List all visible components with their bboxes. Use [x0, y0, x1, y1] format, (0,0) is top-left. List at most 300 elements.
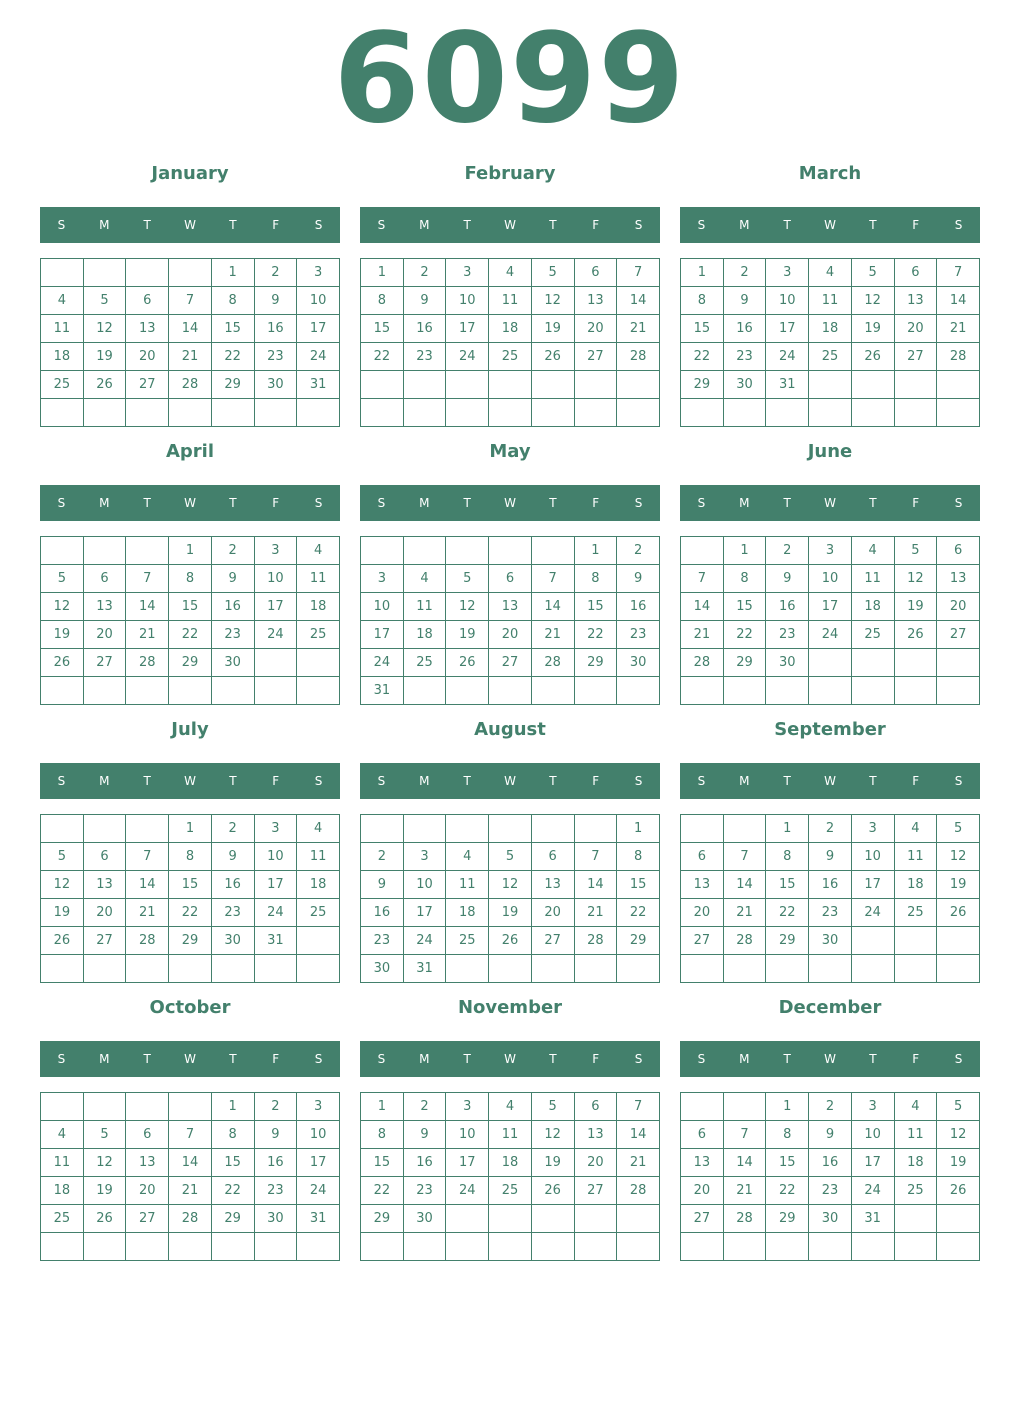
week-row: [41, 1093, 340, 1121]
day-cell: 8: [169, 565, 212, 593]
day-cell: 30: [254, 371, 297, 399]
weekday-label: F: [592, 218, 600, 232]
day-cell: 22: [723, 621, 766, 649]
day-cell: [41, 677, 84, 705]
day-cell: 20: [83, 899, 126, 927]
week-row: [681, 1149, 980, 1177]
day-cell: 3: [851, 815, 894, 843]
day-cell: 14: [574, 871, 617, 899]
day-cell: 12: [531, 1121, 574, 1149]
day-cell: 14: [723, 1149, 766, 1177]
day-cell: 5: [851, 259, 894, 287]
day-cell: 2: [809, 1093, 852, 1121]
day-cell: 23: [617, 621, 660, 649]
day-cell: 15: [169, 593, 212, 621]
day-cell: [297, 955, 340, 983]
day-cell: 24: [254, 899, 297, 927]
day-cell: 21: [126, 899, 169, 927]
day-cell: 26: [531, 1177, 574, 1205]
day-cell: [937, 927, 980, 955]
day-cell: 11: [809, 287, 852, 315]
day-cell: 14: [126, 871, 169, 899]
day-cell: 9: [254, 1121, 297, 1149]
day-cell: 31: [851, 1205, 894, 1233]
day-cell: [211, 955, 254, 983]
day-cell: 27: [894, 343, 937, 371]
day-cell: 28: [169, 371, 212, 399]
day-cell: 8: [361, 1121, 404, 1149]
day-cell: 18: [894, 871, 937, 899]
day-cell: 25: [297, 899, 340, 927]
day-cell: 27: [681, 1205, 724, 1233]
week-row: [681, 565, 980, 593]
week-row: [41, 259, 340, 287]
day-cell: 6: [126, 1121, 169, 1149]
day-grid: [360, 536, 660, 705]
day-cell: [83, 537, 126, 565]
week-row: [361, 677, 660, 705]
day-cell: 25: [489, 343, 532, 371]
day-cell: 17: [254, 871, 297, 899]
day-cell: [894, 1205, 937, 1233]
day-cell: 24: [254, 621, 297, 649]
weekday-label: S: [954, 218, 963, 232]
day-cell: 8: [211, 287, 254, 315]
weekday-header: [360, 763, 660, 799]
week-row: [681, 1121, 980, 1149]
day-cell: 6: [489, 565, 532, 593]
day-cell: 29: [169, 649, 212, 677]
weekday-label: W: [504, 496, 516, 510]
day-cell: 20: [126, 1177, 169, 1205]
day-cell: 26: [41, 927, 84, 955]
weekday-label: M: [419, 1052, 430, 1066]
week-row: [681, 1177, 980, 1205]
day-cell: 11: [489, 1121, 532, 1149]
day-cell: [83, 1093, 126, 1121]
week-row: [41, 343, 340, 371]
day-cell: 3: [446, 1093, 489, 1121]
day-cell: [766, 399, 809, 427]
day-cell: [937, 677, 980, 705]
day-cell: 27: [531, 927, 574, 955]
week-row: [41, 399, 340, 427]
day-cell: 1: [766, 815, 809, 843]
day-cell: 18: [894, 1149, 937, 1177]
day-cell: 28: [574, 927, 617, 955]
day-cell: [254, 649, 297, 677]
day-cell: 5: [894, 537, 937, 565]
weekday-label: T: [869, 496, 877, 510]
day-cell: [894, 399, 937, 427]
weekday-label: S: [57, 218, 66, 232]
day-cell: 24: [446, 343, 489, 371]
day-cell: 6: [894, 259, 937, 287]
day-cell: 19: [937, 1149, 980, 1177]
day-cell: 1: [681, 259, 724, 287]
week-row: [41, 899, 340, 927]
week-row: [681, 649, 980, 677]
day-cell: 10: [297, 287, 340, 315]
day-grid: [680, 814, 980, 983]
month-name: October: [149, 997, 231, 1018]
week-row: [361, 955, 660, 983]
weekday-label: S: [634, 218, 643, 232]
weekday-label: T: [463, 774, 471, 788]
day-cell: 2: [254, 259, 297, 287]
weekday-label: M: [99, 218, 110, 232]
day-cell: 11: [297, 843, 340, 871]
day-cell: 21: [617, 315, 660, 343]
day-cell: 13: [894, 287, 937, 315]
day-grid: [40, 814, 340, 983]
day-cell: 5: [937, 1093, 980, 1121]
day-cell: 28: [617, 1177, 660, 1205]
day-cell: [446, 537, 489, 565]
day-cell: 30: [211, 927, 254, 955]
weekday-label: M: [739, 218, 750, 232]
day-cell: 18: [489, 1149, 532, 1177]
weekday-label: S: [57, 496, 66, 510]
day-cell: 13: [681, 1149, 724, 1177]
day-cell: 14: [723, 871, 766, 899]
day-cell: 30: [254, 1205, 297, 1233]
day-cell: 2: [617, 537, 660, 565]
day-cell: 19: [489, 899, 532, 927]
day-cell: [809, 371, 852, 399]
day-cell: [361, 815, 404, 843]
week-row: [361, 1149, 660, 1177]
day-cell: 27: [126, 1205, 169, 1233]
day-cell: 3: [766, 259, 809, 287]
weekday-label: W: [504, 218, 516, 232]
day-cell: 26: [894, 621, 937, 649]
day-cell: 6: [681, 1121, 724, 1149]
day-cell: [41, 399, 84, 427]
day-cell: 6: [574, 259, 617, 287]
day-cell: 20: [83, 621, 126, 649]
day-cell: [83, 815, 126, 843]
day-cell: 10: [809, 565, 852, 593]
day-cell: 17: [403, 899, 446, 927]
day-cell: 26: [83, 371, 126, 399]
day-cell: 5: [41, 843, 84, 871]
week-row: [41, 927, 340, 955]
day-cell: 7: [723, 843, 766, 871]
day-cell: [169, 1233, 212, 1261]
day-cell: 28: [681, 649, 724, 677]
day-cell: [681, 1093, 724, 1121]
weekday-label: S: [314, 496, 323, 510]
week-row: [361, 399, 660, 427]
day-cell: 12: [894, 565, 937, 593]
day-cell: 3: [361, 565, 404, 593]
day-cell: 29: [681, 371, 724, 399]
week-row: [361, 343, 660, 371]
day-cell: 17: [297, 315, 340, 343]
weekday-label: M: [99, 774, 110, 788]
day-cell: [126, 537, 169, 565]
day-cell: 11: [297, 565, 340, 593]
day-cell: [126, 815, 169, 843]
day-cell: 4: [489, 259, 532, 287]
day-cell: 24: [403, 927, 446, 955]
week-row: [41, 315, 340, 343]
week-row: [361, 843, 660, 871]
day-cell: 24: [361, 649, 404, 677]
day-cell: [361, 371, 404, 399]
day-cell: 27: [681, 927, 724, 955]
day-cell: [297, 1233, 340, 1261]
weekday-label: M: [739, 774, 750, 788]
day-cell: 30: [617, 649, 660, 677]
day-cell: [41, 955, 84, 983]
day-cell: [254, 677, 297, 705]
week-row: [361, 871, 660, 899]
day-cell: 25: [489, 1177, 532, 1205]
day-cell: [766, 677, 809, 705]
week-row: [681, 537, 980, 565]
day-cell: [723, 677, 766, 705]
day-cell: [403, 399, 446, 427]
day-grid: [680, 1092, 980, 1261]
day-cell: 13: [489, 593, 532, 621]
day-cell: [41, 259, 84, 287]
day-cell: 14: [937, 287, 980, 315]
day-cell: [169, 1093, 212, 1121]
day-cell: 29: [723, 649, 766, 677]
day-cell: 28: [723, 927, 766, 955]
day-cell: 7: [169, 287, 212, 315]
month-name: September: [774, 719, 886, 740]
weekday-label: T: [143, 774, 151, 788]
weekday-label: F: [272, 1052, 280, 1066]
day-cell: 9: [766, 565, 809, 593]
day-cell: 7: [723, 1121, 766, 1149]
day-cell: 23: [766, 621, 809, 649]
week-row: [681, 1233, 980, 1261]
day-cell: 4: [851, 537, 894, 565]
day-cell: [809, 649, 852, 677]
day-cell: [254, 1233, 297, 1261]
week-row: [681, 677, 980, 705]
day-cell: 28: [126, 649, 169, 677]
day-cell: 7: [531, 565, 574, 593]
weekday-label: S: [314, 1052, 323, 1066]
weekday-label: T: [869, 1052, 877, 1066]
day-grid: [360, 1092, 660, 1261]
day-cell: 18: [809, 315, 852, 343]
weekday-label: T: [549, 218, 557, 232]
day-cell: 15: [361, 315, 404, 343]
day-cell: 16: [403, 1149, 446, 1177]
day-cell: 7: [937, 259, 980, 287]
weekday-label: S: [634, 496, 643, 510]
day-cell: [574, 1233, 617, 1261]
week-row: [681, 315, 980, 343]
day-cell: 22: [361, 1177, 404, 1205]
weekday-header: [680, 1041, 980, 1077]
week-row: [41, 287, 340, 315]
day-cell: 1: [211, 259, 254, 287]
day-cell: [126, 399, 169, 427]
weekday-label: S: [697, 1052, 706, 1066]
day-cell: [489, 1233, 532, 1261]
week-row: [41, 371, 340, 399]
day-cell: 3: [297, 1093, 340, 1121]
day-cell: [851, 649, 894, 677]
week-row: [361, 287, 660, 315]
day-cell: 16: [211, 871, 254, 899]
weekday-label: T: [783, 218, 791, 232]
weekday-header: [680, 207, 980, 243]
day-cell: 10: [297, 1121, 340, 1149]
day-cell: 5: [531, 259, 574, 287]
day-cell: 14: [169, 315, 212, 343]
week-row: [681, 871, 980, 899]
weekday-header: [40, 485, 340, 521]
day-cell: 8: [361, 287, 404, 315]
weekday-label: T: [463, 218, 471, 232]
day-cell: 12: [41, 593, 84, 621]
day-cell: 3: [809, 537, 852, 565]
day-cell: [531, 955, 574, 983]
day-cell: 16: [766, 593, 809, 621]
day-cell: 20: [937, 593, 980, 621]
day-cell: 17: [766, 315, 809, 343]
day-cell: 7: [681, 565, 724, 593]
day-cell: 21: [574, 899, 617, 927]
week-row: [41, 1121, 340, 1149]
day-cell: 14: [617, 1121, 660, 1149]
day-cell: [809, 399, 852, 427]
day-cell: [574, 399, 617, 427]
month-name: January: [151, 163, 229, 184]
day-cell: 7: [574, 843, 617, 871]
weekday-label: S: [57, 1052, 66, 1066]
day-cell: [211, 1233, 254, 1261]
day-cell: [766, 955, 809, 983]
day-cell: [937, 955, 980, 983]
day-cell: 28: [723, 1205, 766, 1233]
day-cell: [446, 955, 489, 983]
weekday-label: W: [504, 1052, 516, 1066]
day-cell: [574, 815, 617, 843]
weekday-label: T: [549, 1052, 557, 1066]
day-cell: 2: [723, 259, 766, 287]
day-cell: 31: [361, 677, 404, 705]
day-cell: [809, 1233, 852, 1261]
week-row: [361, 371, 660, 399]
day-grid: [40, 1092, 340, 1261]
day-cell: 12: [446, 593, 489, 621]
month-name: August: [474, 719, 546, 740]
day-cell: 2: [361, 843, 404, 871]
day-cell: 15: [723, 593, 766, 621]
day-cell: 3: [851, 1093, 894, 1121]
day-cell: [531, 1233, 574, 1261]
year-title: 6099: [333, 7, 687, 151]
day-cell: [361, 399, 404, 427]
day-grid: [40, 536, 340, 705]
day-cell: 26: [937, 899, 980, 927]
day-cell: [489, 537, 532, 565]
day-cell: 9: [361, 871, 404, 899]
day-cell: 24: [766, 343, 809, 371]
day-cell: 6: [126, 287, 169, 315]
day-cell: 31: [403, 955, 446, 983]
day-cell: 12: [937, 843, 980, 871]
day-cell: 23: [403, 343, 446, 371]
day-cell: [531, 1205, 574, 1233]
day-cell: 25: [403, 649, 446, 677]
day-cell: 8: [211, 1121, 254, 1149]
day-cell: [574, 955, 617, 983]
weekday-label: M: [419, 774, 430, 788]
weekday-label: S: [377, 1052, 386, 1066]
week-row: [681, 843, 980, 871]
week-row: [41, 871, 340, 899]
day-cell: 20: [531, 899, 574, 927]
day-grid: [360, 814, 660, 983]
weekday-label: T: [783, 1052, 791, 1066]
day-cell: 6: [681, 843, 724, 871]
day-cell: 21: [169, 1177, 212, 1205]
day-cell: 1: [723, 537, 766, 565]
weekday-header: [40, 763, 340, 799]
day-cell: [937, 1233, 980, 1261]
day-cell: [126, 955, 169, 983]
week-row: [41, 955, 340, 983]
weekday-label: T: [143, 1052, 151, 1066]
day-cell: 19: [851, 315, 894, 343]
week-row: [361, 815, 660, 843]
day-cell: 17: [851, 1149, 894, 1177]
day-cell: 13: [937, 565, 980, 593]
day-cell: 5: [937, 815, 980, 843]
day-cell: 6: [83, 565, 126, 593]
day-cell: [723, 815, 766, 843]
weekday-label: T: [229, 1052, 237, 1066]
day-cell: [489, 677, 532, 705]
day-cell: 8: [169, 843, 212, 871]
day-cell: 20: [126, 343, 169, 371]
day-cell: [446, 371, 489, 399]
day-cell: [83, 677, 126, 705]
day-cell: 25: [851, 621, 894, 649]
day-cell: [489, 399, 532, 427]
day-cell: 18: [446, 899, 489, 927]
day-cell: 2: [254, 1093, 297, 1121]
day-cell: 11: [851, 565, 894, 593]
day-cell: [489, 371, 532, 399]
day-cell: 30: [403, 1205, 446, 1233]
day-cell: 9: [617, 565, 660, 593]
day-cell: 16: [617, 593, 660, 621]
day-cell: 22: [766, 1177, 809, 1205]
day-cell: 4: [894, 815, 937, 843]
day-cell: [894, 677, 937, 705]
day-cell: 21: [681, 621, 724, 649]
day-cell: 11: [41, 1149, 84, 1177]
weekday-label: T: [229, 774, 237, 788]
weekday-label: S: [954, 496, 963, 510]
weekday-label: S: [697, 774, 706, 788]
day-cell: [681, 955, 724, 983]
day-cell: 12: [41, 871, 84, 899]
weekday-label: T: [229, 218, 237, 232]
day-cell: 27: [83, 927, 126, 955]
